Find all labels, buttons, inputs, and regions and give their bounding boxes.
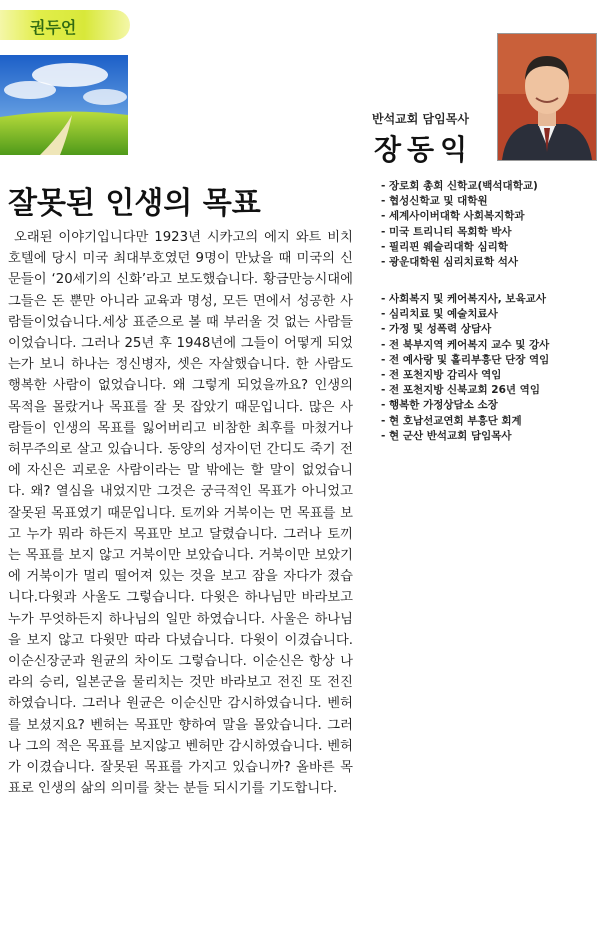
career-list	[381, 292, 549, 444]
list-item: - 미국 트리니티 목회학 박사	[381, 225, 538, 240]
section-tag-label: 권두언	[30, 18, 77, 37]
article-body: 오래된 이야기입니다만 1923년 시카고의 에지 와트 비치호텔에 당시 미국 최대부호였던 9명이 만났을 때 미국의 신문들이 ‘20세기의 신화’라고 보도했습니다. 황금만능시대에 그들은 돈 뿐만 아니라 교육과 명성, 모든 면에서 성공한 사람들이었습니다.세상 표준으로 볼 때 부러울 것 없는 사람들이었습니다. 그러나 25년 후 1948년에 그들이 어떻게 되었는가 보니 하나는 정신병자, 셋은 자살했습니다. 한 사람도 행복한 사람이 없었습니다. 왜 그렇게 되었을까요? 인생의 목적을 몰랐거나 목표를 잘 못 잡았기 때문입니다. 많은 사람들이 인생의 목표를 잃어버리고 비참한 최후를 마쳤거나 허무주의로 살고 있습니다. 동양의 성자이던 간디도 죽기 전에 자신은 괴로운 사람이라는 말 밖에는 할 말이 없었습니다. 왜? 열심을 내었지만 그것은 궁극적인 목표가 아니었고 잘못된 목표였기 때문입니다. 토끼와 거북이는 먼 목표를 보고 누가 뭐라 하든지 목표만 보고 달렸습니다. 그러나 토끼는 목표를 보지 않고 거북이만 보았습니다. 거북이만 보았기에 거북이가 멀리 떨어져 있는 것을 보고 잠을 자다가 졌습니다.다윗과 사울도 그렇습니다. 다윗은 하나님만 바라보고 누가 무엇하든지 하나님의 일만 하였습니다. 사울은 하나님을 보지 않고 다윗만 따라 다녔습니다. 다윗이 이겼습니다. 이순신장군과 원균의 차이도 그렇습니다. 이순신은 항상 나라의 승리, 일본군을 물리치는 것만 바라보고 전진 또 전진하였습니다. 그러나 원균은 이순신만 감시하였습니다. 벤허를 보셨지요? 벤허는 목표만 향하여 말을 몰았습니다. 그러나 그의 적은 목표를 보지않고 벤허만 감시하였습니다. 벤허가 이겼습니다. 잘못된 목표를 가지고 있습니까? 올바른 목표로 인생의 삶의 의미를 찾는 분들 되시기를 기도합니다.	[8, 230, 353, 797]
list-item: - 현 군산 반석교회 담임목사	[381, 429, 549, 444]
list-item: - 현 호남선교연회 부흥단 회계	[381, 414, 549, 429]
landscape-photo	[0, 55, 128, 155]
list-item: - 가정 및 성폭력 상담사	[381, 322, 549, 337]
pastor-name: 장동익	[374, 133, 474, 166]
list-item: - 광운대학원 심리치료학 석사	[381, 255, 538, 270]
list-item: - 전 북부지역 케어복지 교수 및 강사	[381, 338, 549, 353]
pastor-portrait-photo	[497, 33, 597, 161]
list-item: - 전 포천지방 감리사 역임	[381, 368, 549, 383]
list-item: - 행복한 가정상담소 소장	[381, 398, 549, 413]
list-item: - 전 포천지방 신북교회 26년 역임	[381, 383, 549, 398]
list-item: - 세계사이버대학 사회복지학과	[381, 209, 538, 224]
list-item: - 협성신학교 및 대학원	[381, 194, 538, 209]
list-item: - 필리핀 웨슬리대학 심리학	[381, 240, 538, 255]
list-item: - 사회복지 및 케어복지사, 보육교사	[381, 292, 549, 307]
section-tag	[0, 10, 130, 40]
education-list	[381, 179, 538, 270]
list-item: - 장로회 총회 신학교(백석대학교)	[381, 179, 538, 194]
list-item: - 심리치료 및 예술치료사	[381, 307, 549, 322]
list-item: - 전 예사랑 및 홀리부흥단 단장 역임	[381, 353, 549, 368]
article-title: 잘못된 인생의 목표	[8, 186, 261, 221]
pastor-title: 반석교회 담임목사	[372, 112, 469, 126]
